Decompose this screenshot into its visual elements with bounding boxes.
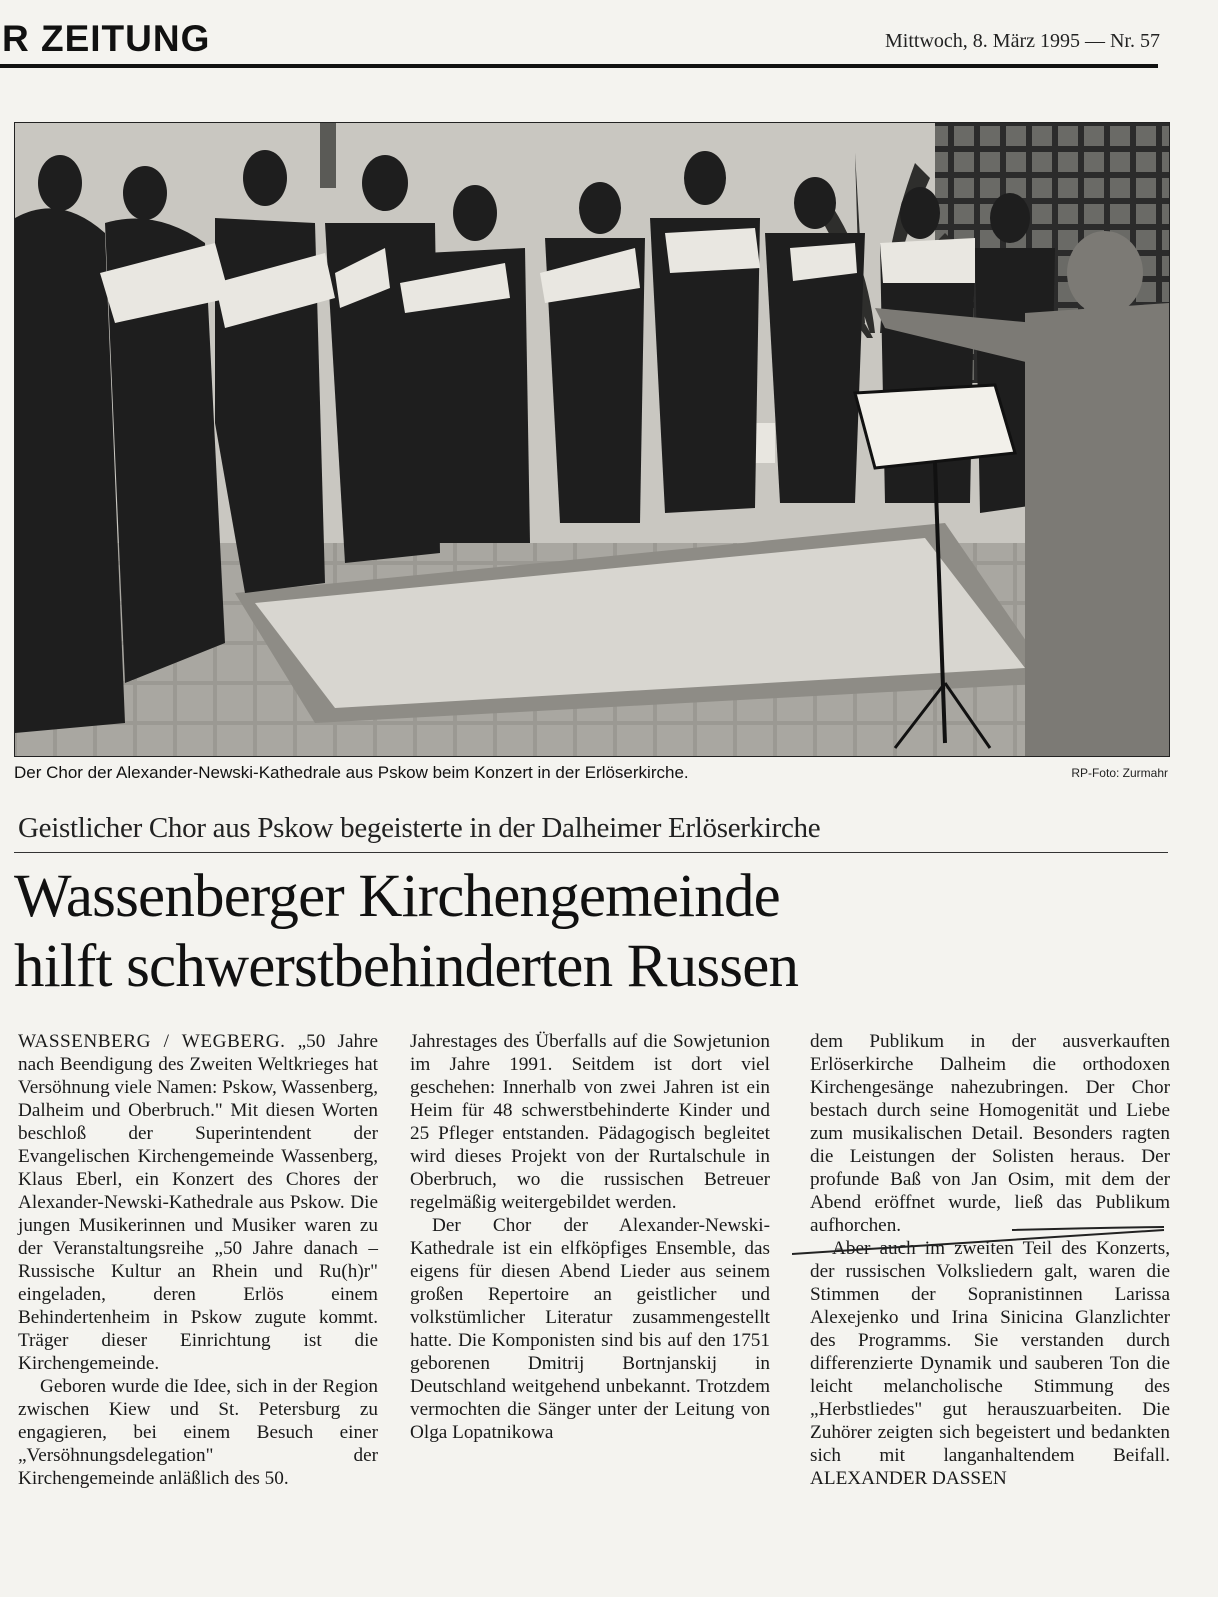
column-1-paragraph-1-text: „50 Jahre nach Beendigung des Zweiten Weltkrieges hat Versöhnung viele Namen: Pskow, Wassenberg, Dalheim und Oberbruch." Mit diesen Worten beschloß der Superintendent der Evangelischen Kirchengemeinde Wassenberg, Klaus Eberl, ein Konzert des Chores der Alexander-Newski-Kathedrale aus Pskow. Die jungen Musikerinnen und Musiker waren zu der Veranstaltungsreihe „50 Jahre danach – Russische Kultur an Rhein und Ru(h)r" eingeladen, deren Erlös einem Behindertenheim in Pskow zugute kommt. Träger dieser Einrichtung ist die Kirchengemeinde. bbox=[18, 1031, 379, 1374]
choir-photo bbox=[14, 122, 1170, 757]
article-headline bbox=[14, 862, 1174, 1002]
photo-credit: RP-Foto: Zurmahr bbox=[1071, 766, 1168, 780]
masthead bbox=[0, 14, 1160, 64]
photo-caption-row bbox=[14, 763, 1168, 787]
article-column-1 bbox=[18, 1030, 378, 1490]
column-3-paragraph-1: dem Publikum in der ausverkauften Erlöserkirche Dalheim die orthodoxen Kirchengesänge nahezubringen. Der Chor bestach durch seine Homogenität und Liebe zum musikalischen Detail. Besonders ragten die Leistungen der Solisten heraus. Der profunde Baß von Jan Osim, mit dem der Abend eröffnet wurde, ließ das Publikum aufhorchen. bbox=[810, 1031, 1170, 1236]
photo-caption: Der Chor der Alexander-Newski-Kathedrale aus Pskow beim Konzert in der Erlöserkirche. bbox=[14, 763, 689, 782]
column-2-paragraph-2: Der Chor der Alexander-Newski-Kathedrale ist ein elfköpfiges Ensemble, das eigens für diesen Abend Lieder aus seinem großen Repertoire an geistlicher und volkstümlicher Literatur zusammengestellt hatte. Die Komponisten sind bis auf den 1751 geborenen Dmitrij Bortnjanskij in Deutschland weitgehend unbekannt. Trotzdem vermochten die Sänger unter der Leitung von Olga Lopatnikowa bbox=[410, 1215, 770, 1443]
article-dateline: WASSENBERG / WEGBERG. bbox=[18, 1031, 286, 1052]
newspaper-name: R ZEITUNG bbox=[2, 18, 211, 59]
headline-line-2: hilft schwerstbehinderten Russen bbox=[14, 933, 799, 1000]
headline-line-1: Wassenberger Kirchengemeinde bbox=[14, 863, 780, 930]
article-author: ALEXANDER DASSEN bbox=[810, 1468, 1007, 1489]
column-2-paragraph-1: Jahrestages des Überfalls auf die Sowjetunion im Jahre 1991. Seitdem ist dort viel geschehen: Innerhalb von zwei Jahren ist ein Heim für 48 schwerstbehinderte Kinder und 25 Pfleger entstanden. Pädagogisch begleitet wird dieses Projekt von der Rurtalschule in Oberbruch, wo die russischen Betreuer regelmäßig weitergebildet werden. bbox=[410, 1031, 770, 1213]
masthead-rule bbox=[0, 64, 1158, 68]
column-3-paragraph-2-text: Aber auch im zweiten Teil des Konzerts, der russischen Volksliedern galt, waren die Stimmen der Sopranistinnen Larissa Alexejenko und Irina Sinicina Glanzlichter des Programms. Sie verstanden durch differenzierte Dynamik und sauberen Ton die leicht melancholische Stimmung des „Herbstliedes" gut herauszuarbeiten. Die Zuhörer zeigten sich begeistert und bedankten sich mit langanhaltendem Beifall. bbox=[810, 1238, 1170, 1466]
kicker-rule bbox=[14, 852, 1168, 853]
article-kicker: Geistlicher Chor aus Pskow begeisterte in der Dalheimer Erlöserkirche bbox=[18, 812, 821, 844]
column-3-paragraph-2 bbox=[810, 1237, 1170, 1490]
handwritten-underline bbox=[792, 1224, 1168, 1264]
issue-date: Mittwoch, 8. März 1995 — Nr. 57 bbox=[885, 30, 1160, 52]
column-1-paragraph-2: Geboren wurde die Idee, sich in der Region zwischen Kiew und St. Petersburg zu engagieren, bei einem Besuch einer „Versöhnungsdelegation" der Kirchengemeinde anläßlich des 50. bbox=[18, 1376, 378, 1489]
choir-photo-illustration bbox=[15, 123, 1169, 756]
article-column-2 bbox=[410, 1030, 770, 1444]
column-1-paragraph-1 bbox=[18, 1030, 378, 1375]
